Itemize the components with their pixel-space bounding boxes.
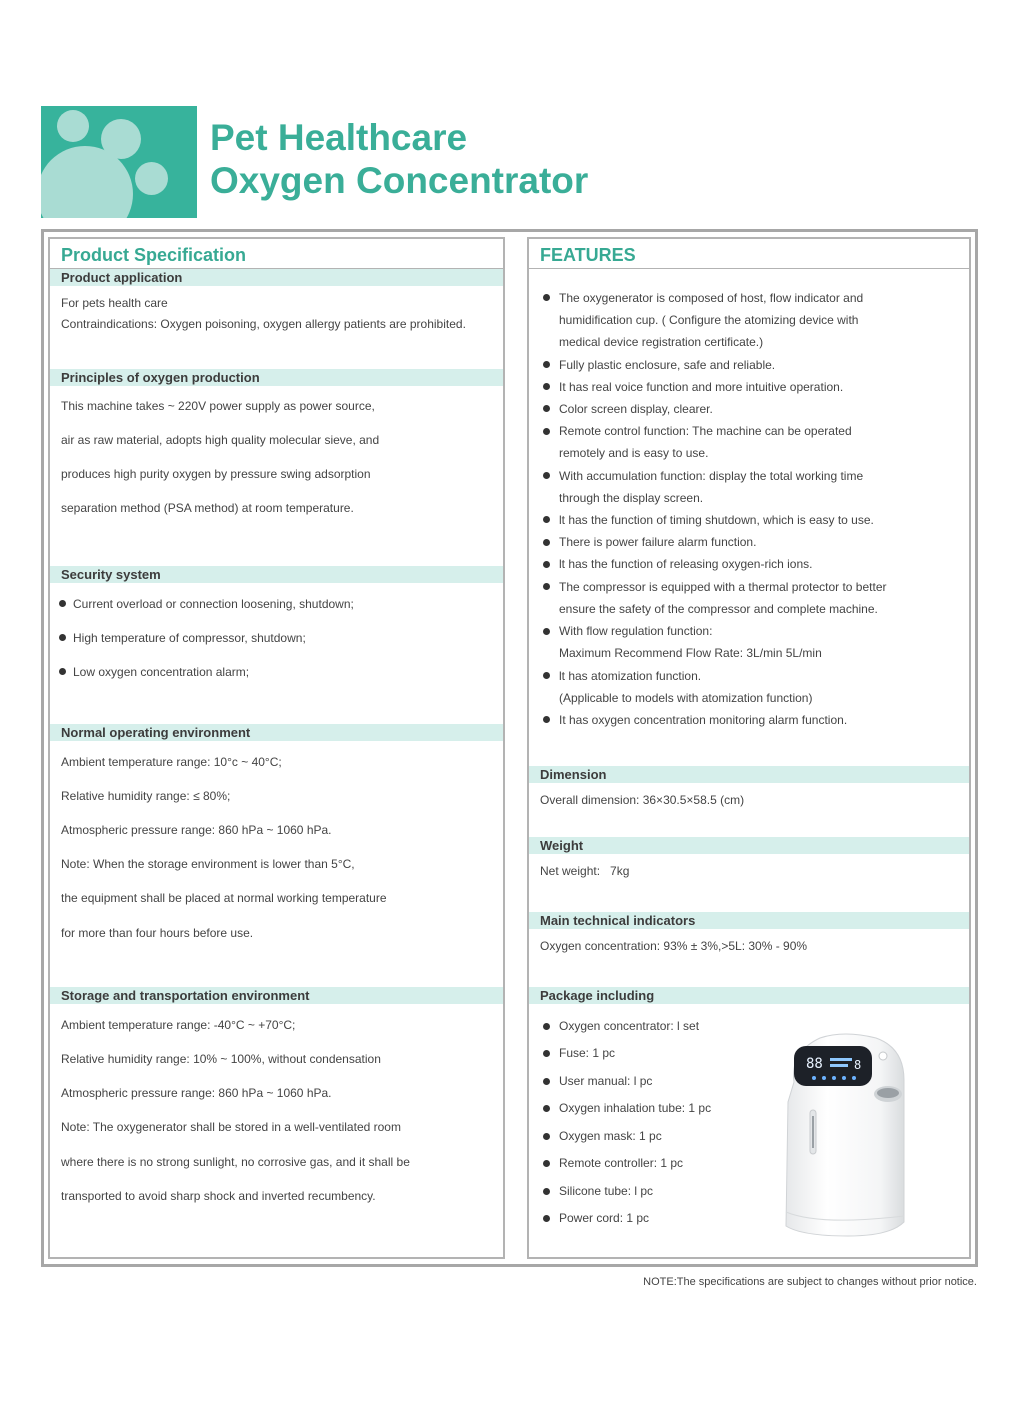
principles-line: air as raw material, adopts high quality molecular sieve, and	[61, 433, 380, 447]
bullet-icon	[543, 383, 550, 390]
dimension-value: Overall dimension: 36×30.5×58.5 (cm)	[540, 793, 745, 807]
operating-line: Atmospheric pressure range: 860 hPa ~ 1060 hPa.	[61, 823, 332, 837]
storage-line: Atmospheric pressure range: 860 hPa ~ 1060 hPa.	[61, 1086, 332, 1100]
package-item: Power cord: 1 pc	[559, 1211, 650, 1225]
indicators-value: Oxygen concentration: 93% ± 3%,>5L: 30% - 90%	[540, 939, 808, 953]
package-item: Oxygen concentrator: l set	[559, 1019, 700, 1033]
weight-value: Net weight: 7kg	[540, 864, 630, 878]
feature-line: It has oxygen concentration monitoring alarm function.	[559, 713, 848, 727]
operating-line: Note: When the storage environment is lower than 5°C,	[61, 857, 355, 871]
heading-divider	[529, 268, 969, 269]
feature-line: lt has the function of timing shutdown, which is easy to use.	[559, 513, 874, 527]
section-title-weight: Weight	[529, 837, 969, 854]
section-title-dimension: Dimension	[529, 766, 969, 783]
features-heading: FEATURES	[540, 245, 636, 265]
paw-logo	[41, 106, 197, 218]
svg-text:88: 88	[806, 1056, 823, 1072]
storage-line: where there is no strong sunlight, no corrosive gas, and it shall be	[61, 1155, 410, 1169]
bullet-icon	[543, 1215, 550, 1222]
bullet-icon	[543, 428, 550, 435]
feature-line: There is power failure alarm function.	[559, 535, 757, 549]
security-item: Current overload or connection loosening, shutdown;	[73, 597, 354, 611]
feature-line: It has real voice function and more intuitive operation.	[559, 380, 844, 394]
feature-line: through the display screen.	[559, 491, 704, 505]
feature-line: Remote control function: The machine can be operated	[559, 424, 852, 438]
package-item: Remote controller: 1 pc	[559, 1156, 684, 1170]
storage-line: Relative humidity range: 10% ~ 100%, without condensation	[61, 1052, 381, 1066]
bullet-icon	[543, 1133, 550, 1140]
paw-toe-icon	[57, 110, 89, 142]
section-title-indicators: Main technical indicators	[529, 912, 969, 929]
product-specification-heading: Product Specification	[61, 245, 247, 265]
feature-line: ensure the safety of the compressor and complete machine.	[559, 602, 878, 616]
section-title-principles: Principles of oxygen production	[50, 369, 503, 386]
bullet-icon	[543, 716, 550, 723]
footer-note: NOTE:The specifications are subject to changes without prior notice.	[643, 1276, 977, 1288]
feature-line: The compressor is equipped with a thermal protector to better	[559, 580, 887, 594]
package-item: User manual: l pc	[559, 1074, 653, 1088]
section-title-package: Package including	[529, 987, 969, 1004]
feature-line: (Applicable to models with atomization function)	[559, 691, 813, 705]
page-title	[210, 116, 588, 202]
bullet-icon	[59, 600, 66, 607]
bullet-icon	[543, 1105, 550, 1112]
principles-line: produces high purity oxygen by pressure swing adsorption	[61, 467, 371, 481]
feature-line: With flow regulation function:	[559, 624, 713, 638]
bullet-icon	[543, 628, 550, 635]
section-title-storage: Storage and transportation environment	[50, 987, 503, 1004]
bullet-icon	[543, 583, 550, 590]
title-line-2: Oxygen Concentrator	[210, 160, 589, 201]
paw-toe-icon	[135, 162, 168, 195]
package-item: Fuse: 1 pc	[559, 1046, 616, 1060]
section-title-security: Security system	[50, 566, 503, 583]
feature-line: medical device registration certificate.)	[559, 335, 764, 349]
feature-line: Maximum Recommend Flow Rate: 3L/min 5L/min	[559, 646, 822, 660]
operating-line: the equipment shall be placed at normal working temperature	[61, 891, 387, 905]
principles-line: This machine takes ~ 220V power supply as power source,	[61, 399, 375, 413]
bullet-icon	[543, 516, 550, 523]
application-line: For pets health care	[61, 296, 168, 310]
bullet-icon	[59, 668, 66, 675]
bullet-icon	[59, 634, 66, 641]
section-title-application: Product application	[50, 269, 503, 286]
bullet-icon	[543, 539, 550, 546]
package-item: Oxygen mask: 1 pc	[559, 1129, 662, 1143]
bullet-icon	[543, 672, 550, 679]
bullet-icon	[543, 1023, 550, 1030]
bullet-icon	[543, 561, 550, 568]
feature-line: The oxygenerator is composed of host, flow indicator and	[559, 291, 864, 305]
package-item: Oxygen inhalation tube: 1 pc	[559, 1101, 712, 1115]
left-panel	[48, 237, 505, 1259]
bullet-icon	[543, 294, 550, 301]
bullet-icon	[543, 1078, 550, 1085]
feature-line: lt has atomization function.	[559, 669, 702, 683]
feature-line: humidification cup. ( Configure the atomizing device with	[559, 313, 859, 327]
oxygen-concentrator-image	[780, 1032, 910, 1238]
security-item: Low oxygen concentration alarm;	[73, 665, 250, 679]
application-line: Contraindications: Oxygen poisoning, oxygen allergy patients are prohibited.	[61, 317, 466, 331]
bullet-icon	[543, 405, 550, 412]
feature-line: remotely and is easy to use.	[559, 446, 709, 460]
title-line-1: Pet Healthcare	[210, 117, 468, 158]
storage-line: Ambient temperature range: -40°C ~ +70°C;	[61, 1018, 296, 1032]
storage-line: transported to avoid sharp shock and inverted recumbency.	[61, 1189, 376, 1203]
feature-line: With accumulation function: display the total working time	[559, 469, 864, 483]
bullet-icon	[543, 472, 550, 479]
operating-line: Relative humidity range: ≤ 80%;	[61, 789, 231, 803]
section-title-operating: Normal operating environment	[50, 724, 503, 741]
bullet-icon	[543, 1050, 550, 1057]
package-item: Silicone tube: l pc	[559, 1184, 654, 1198]
svg-text:8: 8	[854, 1058, 862, 1072]
bullet-icon	[543, 361, 550, 368]
security-item: High temperature of compressor, shutdown;	[73, 631, 306, 645]
principles-line: separation method (PSA method) at room temperature.	[61, 501, 354, 515]
bullet-icon	[543, 1160, 550, 1167]
operating-line: for more than four hours before use.	[61, 926, 254, 940]
feature-line: lt has the function of releasing oxygen-rich ions.	[559, 557, 813, 571]
feature-line: Fully plastic enclosure, safe and reliable.	[559, 358, 776, 372]
operating-line: Ambient temperature range: 10°c ~ 40°C;	[61, 755, 282, 769]
feature-line: Color screen display, clearer.	[559, 402, 713, 416]
storage-line: Note: The oxygenerator shall be stored in a well-ventilated room	[61, 1120, 401, 1134]
bullet-icon	[543, 1188, 550, 1195]
